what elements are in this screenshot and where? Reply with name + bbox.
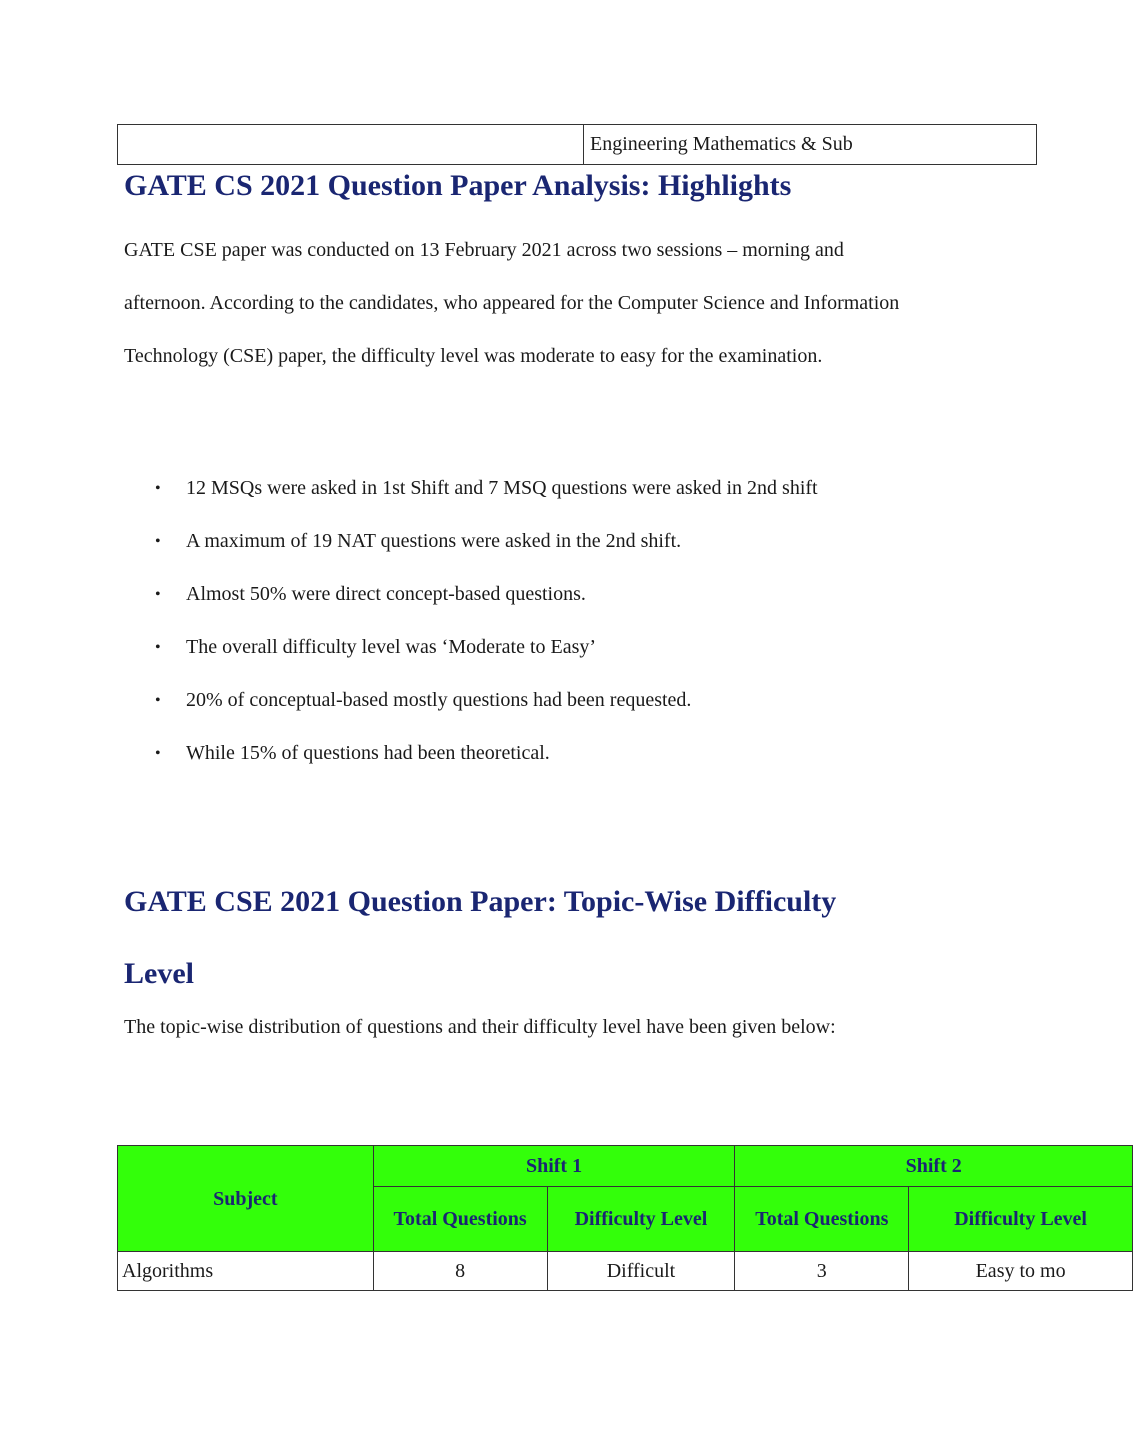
top-table-left-cell [118, 125, 584, 165]
table-row [118, 125, 1037, 165]
list-item: • While 15% of questions had been theoretical. [124, 727, 904, 780]
list-item: • The overall difficulty level was ‘Moderate to Easy’ [124, 621, 904, 674]
shift1-total-questions-header: Total Questions [373, 1187, 547, 1252]
table-header-row [118, 1146, 1133, 1187]
subject-cell: Algorithms [118, 1252, 374, 1291]
list-item: • Almost 50% were direct concept-based questions. [124, 568, 904, 621]
shift2-total-questions-header: Total Questions [735, 1187, 909, 1252]
highlights-heading: GATE CS 2021 Question Paper Analysis: Highlights [124, 169, 792, 202]
shift1-header: Shift 1 [373, 1146, 735, 1187]
highlights-intro-paragraph: GATE CSE paper was conducted on 13 February 2021 across two sessions – morning and afternoon. According to the candidates, who appeared for the Computer Science and Information Technology (CSE) paper, the difficulty level was moderate to easy for the examination. [124, 239, 900, 367]
shift2-total-cell: 3 [735, 1252, 909, 1291]
topic-wise-intro-paragraph: The topic-wise distribution of questions and their difficulty level have been given below: [124, 1016, 836, 1038]
highlights-bullet-list [124, 462, 904, 780]
shift1-difficulty-level-header: Difficulty Level [547, 1187, 735, 1252]
topic-wise-heading: GATE CSE 2021 Question Paper: Topic-Wise Difficulty Level [124, 885, 837, 990]
difficulty-table [117, 1145, 1133, 1291]
list-item: • 20% of conceptual-based mostly questions had been requested. [124, 674, 904, 727]
table-row [118, 1252, 1133, 1291]
shift1-total-cell: 8 [373, 1252, 547, 1291]
list-item: • 12 MSQs were asked in 1st Shift and 7 MSQ questions were asked in 2nd shift [124, 462, 904, 515]
top-table-right-cell: Engineering Mathematics & Sub [584, 125, 1037, 165]
subject-header: Subject [118, 1146, 374, 1252]
shift2-header: Shift 2 [735, 1146, 1133, 1187]
shift1-difficulty-cell: Difficult [547, 1252, 735, 1291]
top-table-fragment [117, 124, 1037, 165]
list-item: • A maximum of 19 NAT questions were asked in the 2nd shift. [124, 515, 904, 568]
shift2-difficulty-cell: Easy to mo [909, 1252, 1133, 1291]
shift2-difficulty-level-header: Difficulty Level [909, 1187, 1133, 1252]
